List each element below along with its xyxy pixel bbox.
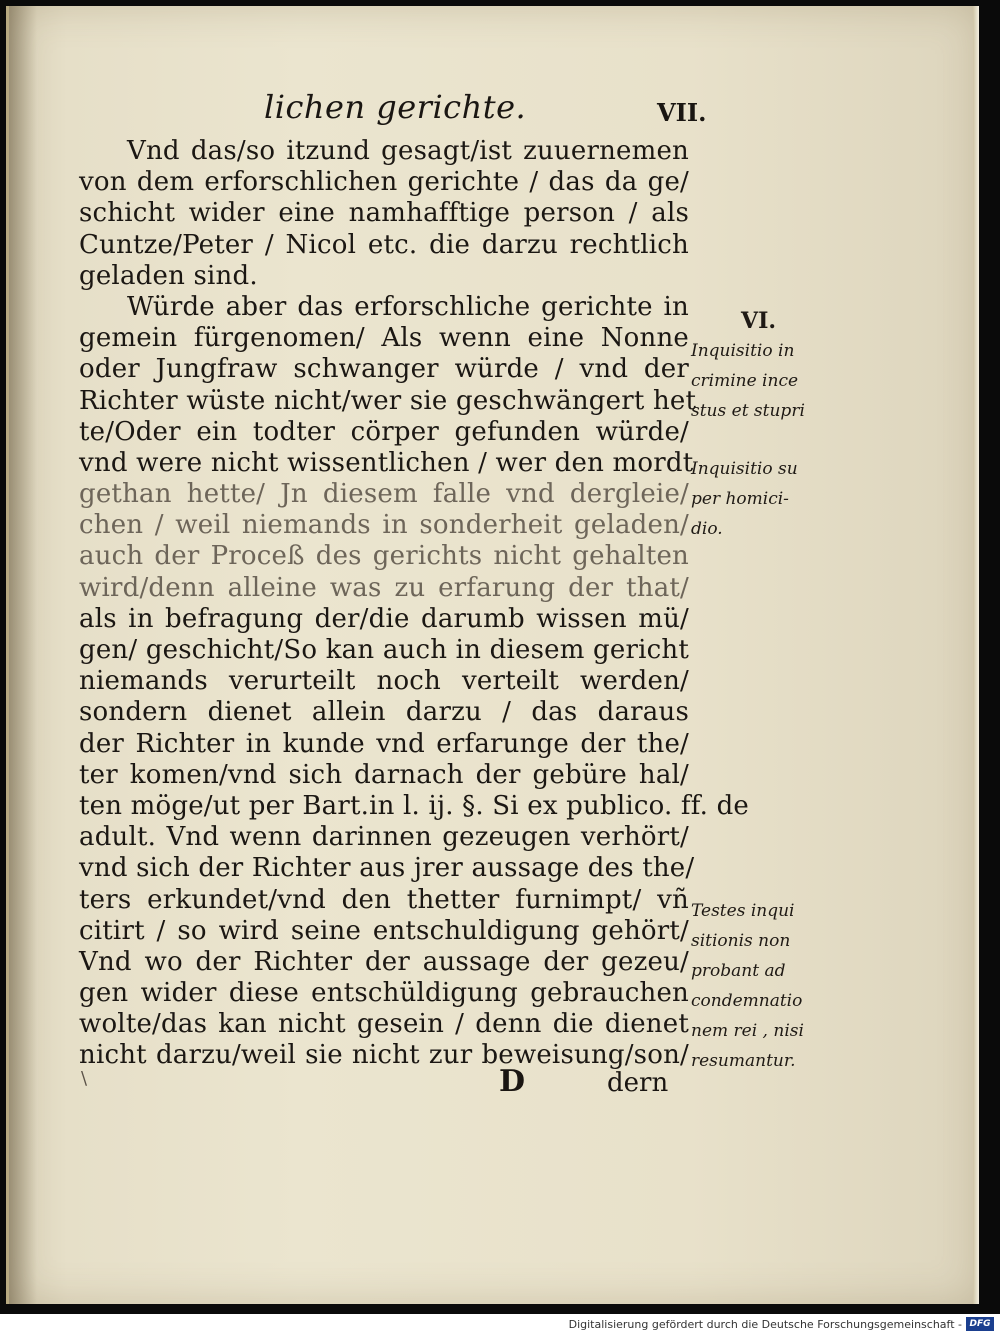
section-number: VI.	[741, 308, 777, 334]
text-line: Cuntze/Peter / Nicol etc. die darzu rechtlich	[79, 229, 689, 260]
catchword: dern	[607, 1068, 669, 1098]
margin-note-line: condemnatio	[691, 991, 803, 1011]
margin-note-line: nem rei , nisi	[691, 1021, 804, 1041]
margin-note-line: crimine ince	[691, 371, 799, 391]
text-line: von dem erforschlichen gerichte / das da ge/	[79, 167, 689, 198]
margin-note-line: probant ad	[691, 961, 786, 981]
text-line: auch der Proceß des gerichts nicht gehalten	[79, 541, 689, 572]
text-line: vnd sich der Richter aus jrer aussage des the/	[79, 853, 695, 884]
margin-note-line: per homici-	[691, 489, 789, 509]
margin-note-line: resumantur.	[691, 1051, 796, 1071]
text-line: gen/ geschicht/So kan auch in diesem gericht	[79, 635, 689, 665]
text-line: Vnd wo der Richter der aussage der gezeu/	[79, 946, 689, 977]
margin-note-line: dio.	[691, 519, 723, 539]
margin-note-line: Testes inqui	[691, 901, 795, 921]
text-line: als in befragung der/die darumb wissen mü/	[79, 603, 689, 634]
running-head: lichen gerichte.	[264, 88, 527, 126]
text-line: wird/denn alleine was zu erfarung der that/	[79, 572, 689, 603]
text-line: ters erkundet/vnd den thetter furnimpt/ vñ	[79, 884, 689, 915]
digitization-footer	[0, 1314, 1000, 1335]
text-line: sondern dienet allein darzu / das daraus	[79, 697, 689, 728]
text-line: Würde aber das erforschliche gerichte in	[127, 291, 689, 322]
text-line: ten möge/ut per Bart.in l. ij. §. Si ex publico. ff. de	[79, 790, 750, 821]
text-line: Vnd das/so itzund gesagt/ist zuuernemen	[127, 136, 689, 166]
text-line: gen wider diese entschüldigung gebrauchen	[79, 978, 689, 1009]
book-page	[6, 6, 979, 1304]
spine-shadow	[9, 6, 37, 1304]
page-edge	[973, 6, 979, 1304]
margin-note-witnesses	[691, 896, 804, 1076]
text-line: nicht darzu/weil sie nicht zur beweisung/son/	[79, 1040, 689, 1071]
text-line: wolte/das kan nicht gesein / denn die dienet	[79, 1009, 689, 1040]
text-line: geladen sind.	[79, 260, 258, 291]
margin-note-line: stus et stupri	[691, 401, 805, 421]
text-line: adult. Vnd wenn darinnen gezeugen verhört/	[79, 822, 689, 853]
text-line: gethan hette/ Jn diesem falle vnd dergleie/	[79, 479, 689, 510]
text-line: ter komen/vnd sich darnach der gebüre hal/	[79, 759, 689, 790]
text-line: gemein fürgenomen/ Als wenn eine Nonne	[79, 323, 689, 354]
margin-note-line: sitionis non	[691, 931, 791, 951]
text-line: Richter wüste nicht/wer sie geschwängert het	[79, 385, 697, 416]
margin-note-line: Inquisitio su	[691, 459, 798, 479]
stray-mark: \	[81, 1068, 88, 1089]
dfg-logo-icon: DFG	[966, 1317, 994, 1331]
text-line: chen / weil niemands in sonderheit geladen/	[79, 510, 689, 541]
signature-mark: D	[499, 1064, 526, 1099]
text-line: te/Oder ein todter cörper gefunden würde/	[79, 416, 689, 447]
margin-note-line: Inquisitio in	[691, 341, 795, 361]
funding-credit: Digitalisierung gefördert durch die Deutsche Forschungsgemeinschaft -	[568, 1318, 962, 1331]
folio-number: VII.	[657, 98, 707, 127]
text-line: schicht wider eine namhafftige person / als	[79, 198, 689, 229]
text-line: oder Jungfraw schwanger würde / vnd der	[79, 354, 689, 385]
text-line: der Richter in kunde vnd erfarunge der the/	[79, 728, 689, 759]
text-line: citirt / so wird seine entschuldigung gehört/	[79, 915, 689, 946]
text-line: vnd were nicht wissentlichen / wer den mordt	[79, 447, 694, 478]
margin-note-homicide	[691, 454, 798, 544]
text-line: niemands verurteilt noch verteilt werden/	[79, 666, 689, 697]
margin-note-incest	[691, 336, 805, 426]
